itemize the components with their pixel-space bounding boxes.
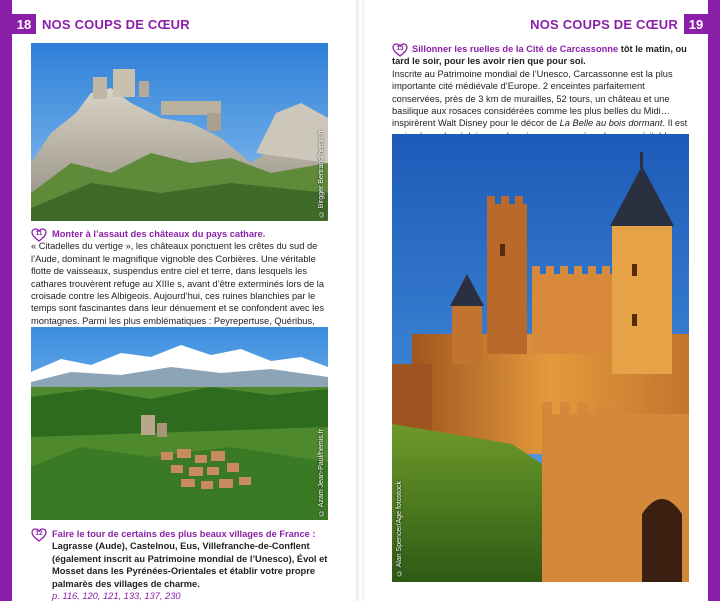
right-header (530, 14, 708, 34)
left-page (0, 0, 357, 601)
item-11-lead: Monter à l’assaut des châteaux du pays cathare. (52, 229, 266, 239)
castle-photo-illustration (31, 43, 328, 221)
header-title-right: NOS COUPS DE CŒUR (530, 16, 678, 32)
photo2-credit: © Azam Jean-Paul/hemis.fr (318, 429, 325, 516)
right-page (364, 0, 720, 601)
item-12-lead: Faire le tour de certains des plus beaux villages de France : (52, 529, 316, 539)
left-header (12, 14, 190, 34)
village-photo-illustration (31, 327, 328, 520)
item-12-pages: p. 116, 120, 121, 133, 137, 230 (52, 591, 181, 602)
right-edge-bar (708, 0, 720, 601)
left-edge-bar (0, 0, 12, 601)
page-number-right: 19 (684, 14, 708, 34)
heart-badge-12 (31, 528, 47, 542)
badge-number-12: 12 (35, 530, 43, 537)
badge-number-11: 11 (35, 230, 43, 237)
photo1-credit: © Birgger Bertrand/hemis.fr (318, 129, 325, 217)
carcassonne-photo-illustration (392, 134, 689, 582)
item-13-body: Inscrite au Patrimoine mondial de l’Unesco, Carcassonne est la plus importante cité médiévale d’Europe. 2 enceintes parfaitement conservées, près de 3 km de murailles, 52 tours, un château et une basilique aux rosaces considérées comme les plus belles du Midi… inspirèrent Walt Disney pour le décor de (392, 68, 673, 129)
item-13-film: La Belle au bois dormant (559, 118, 663, 129)
item-12 (52, 528, 328, 602)
book-gutter (356, 0, 364, 601)
item-13-lead2: tôt le matin, ou tard le soir, pour les avoir rien que pour soi. (392, 44, 687, 67)
item-12-body: Lagrasse (Aude), Castelnou, Eus, Villefranche-de-Conflent (également inscrit au Patrimoine mondial de l’Unesco), Évol et Mosset dans les Pyrénées-Orientales et établir votre propre palmarès des villages de charme. (52, 541, 328, 589)
item-13-lead: Sillonner les ruelles de la Cité de Carcassonne (412, 44, 619, 54)
photo-carcassonne (392, 134, 689, 582)
page-number-left: 18 (12, 14, 36, 34)
header-title-left: NOS COUPS DE CŒUR (42, 16, 190, 32)
item-11-body: « Citadelles du vertige », les châteaux ponctuent les crêtes du sud de l’Aude, dominant le magnifique vignoble des Corbières. Une véritable flotte de vaisseaux, suspendus entre ciel et terre, dans lesquels les cathares trouvèrent refuge au XIIIe s, avant d’être exterminés lors de la croisade contre les Albigeois. Aujourd’hui, ces ruines blanchies par le temps sont fascinantes dans leur dénuement et se confondent avec les montagnes. Parmi les plus emblématiques : Peyrepertuse, Quéribus, (31, 241, 325, 326)
photo3-credit: © Alan Spencer/Age fotostock (396, 481, 403, 576)
badge-number-13: 13 (396, 45, 404, 52)
photo-village (31, 327, 328, 520)
photo-cathar-castle (31, 43, 328, 221)
item-13-tail: . Il est (662, 118, 688, 129)
